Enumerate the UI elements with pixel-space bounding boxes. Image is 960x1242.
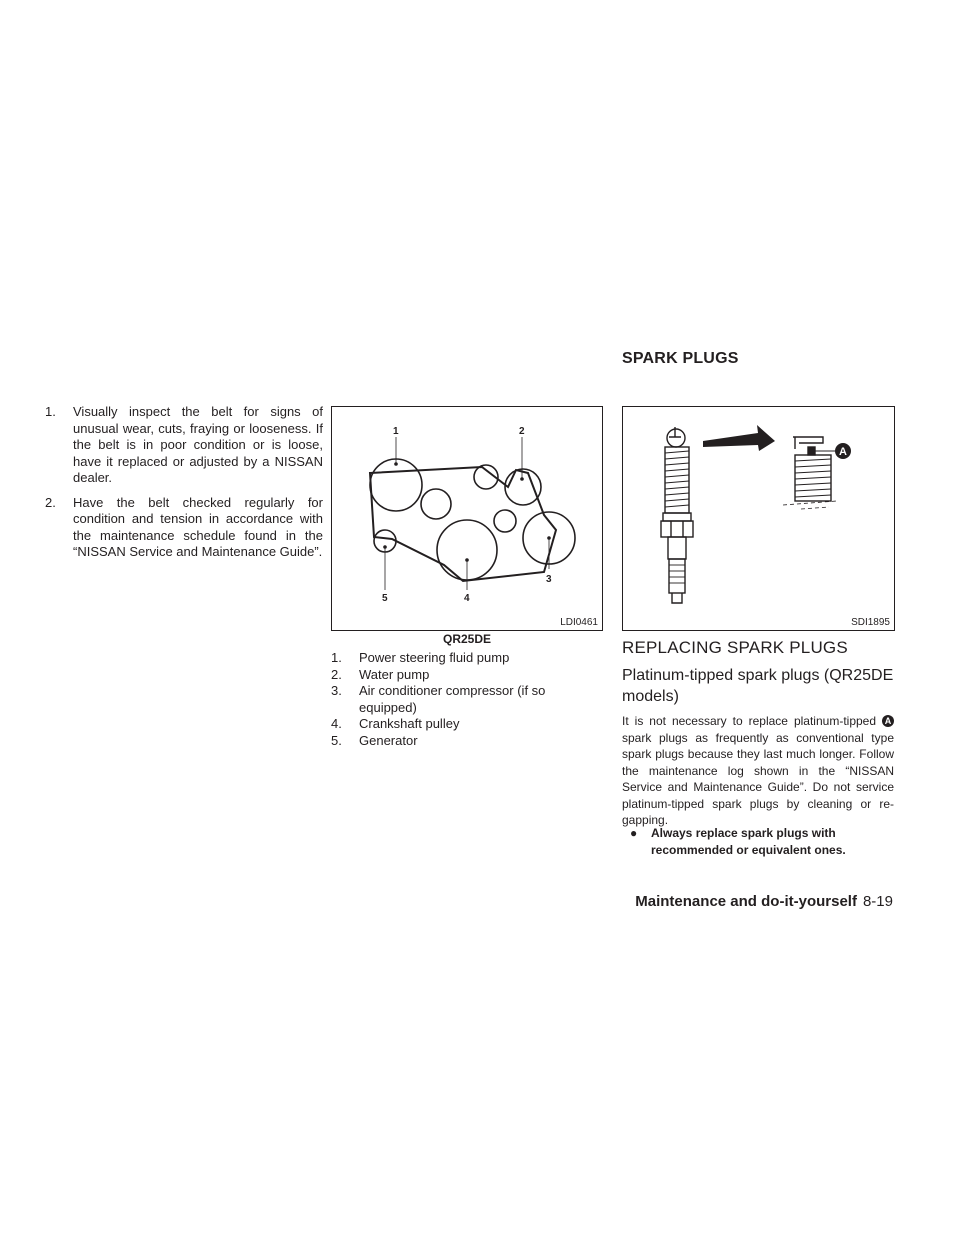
warning-text: Always replace spark plugs with recommended or equivalent ones. bbox=[651, 826, 846, 857]
page-footer bbox=[581, 893, 893, 911]
label-4: 4 bbox=[464, 593, 470, 604]
legend-item bbox=[331, 683, 603, 716]
body-text-end: spark plugs as frequently as conventional type spark plugs because they last much longer. Follow the maintenance log shown in the “NISSAN Service and Maintenance Guide”. Do not service platinum-tipped spark plugs by cleaning or re-gapping. bbox=[622, 730, 894, 827]
legend-item bbox=[331, 667, 603, 684]
figure-caption: QR25DE bbox=[442, 632, 492, 646]
legend-number: 5. bbox=[331, 732, 342, 748]
legend-text: Crankshaft pulley bbox=[359, 716, 460, 731]
step-item bbox=[45, 495, 323, 561]
step-item bbox=[45, 404, 323, 487]
arrow-icon bbox=[703, 425, 775, 451]
legend-number: 2. bbox=[331, 666, 342, 682]
spark-plug-figure bbox=[622, 406, 895, 631]
section-title: SPARK PLUGS bbox=[622, 350, 739, 367]
subheading: Platinum-tipped spark plugs (QR25DE models) bbox=[622, 667, 894, 705]
label-3: 3 bbox=[546, 574, 552, 585]
inspection-steps bbox=[45, 404, 323, 569]
legend-item bbox=[331, 650, 603, 667]
label-5: 5 bbox=[382, 593, 388, 604]
idler-pulley-b bbox=[421, 489, 451, 519]
bullet-icon: ● bbox=[630, 826, 638, 840]
heading-replacing: REPLACING SPARK PLUGS bbox=[622, 638, 848, 657]
step-text: Visually inspect the belt for signs of unusual wear, cuts, fraying or looseness. If the belt is in poor condition or is loose, have it replaced or adjusted by a NISSAN dealer. bbox=[73, 404, 323, 485]
body-text-start: It is not necessary to replace platinum-tipped bbox=[622, 714, 877, 728]
legend-text: Air conditioner compressor (if so equipped) bbox=[359, 683, 546, 715]
detail-center-electrode bbox=[808, 447, 815, 455]
label-1: 1 bbox=[393, 426, 399, 437]
legend-text: Generator bbox=[359, 732, 418, 748]
marker-a-label: A bbox=[839, 446, 847, 458]
legend-text: Power steering fluid pump bbox=[359, 650, 510, 665]
step-number: 1. bbox=[45, 404, 56, 419]
marker-a-inline-icon: A bbox=[882, 715, 894, 727]
plug-hex-nut bbox=[661, 521, 693, 537]
idler-pulley-c bbox=[494, 510, 516, 532]
legend-item bbox=[331, 716, 603, 733]
step-text: Have the belt checked regularly for condition and tension in accordance with the maintenance schedule found in the “NISSAN Service and Maintenance Guide”. bbox=[73, 494, 323, 559]
pulley-legend bbox=[331, 650, 603, 749]
plug-terminal bbox=[672, 593, 682, 603]
belt-routing-diagram bbox=[332, 407, 602, 630]
plug-ribs bbox=[669, 559, 685, 593]
legend-number: 3. bbox=[331, 683, 342, 698]
plug-insulator bbox=[668, 537, 686, 559]
plug-tip-ring bbox=[667, 429, 685, 447]
legend-text: Water pump bbox=[359, 666, 430, 682]
drive-belt bbox=[370, 467, 556, 581]
footer-section: Maintenance and do-it-yourself bbox=[635, 893, 857, 910]
legend-number: 4. bbox=[331, 716, 342, 731]
spark-plug-illustration bbox=[623, 407, 894, 630]
pulley-1-power-steering bbox=[370, 459, 422, 511]
body-paragraph bbox=[622, 713, 894, 829]
belt-diagram-figure bbox=[331, 406, 603, 631]
pulley-2-water-pump bbox=[505, 469, 541, 505]
step-number: 2. bbox=[45, 494, 56, 510]
label-2: 2 bbox=[519, 426, 525, 437]
figure-code: SDI1895 bbox=[851, 617, 890, 628]
warning-note bbox=[630, 825, 888, 858]
legend-number: 1. bbox=[331, 650, 342, 665]
plug-washer bbox=[663, 513, 691, 521]
legend-item bbox=[331, 733, 603, 750]
page-number: 8-19 bbox=[862, 893, 893, 910]
figure-code: LDI0461 bbox=[560, 617, 598, 628]
